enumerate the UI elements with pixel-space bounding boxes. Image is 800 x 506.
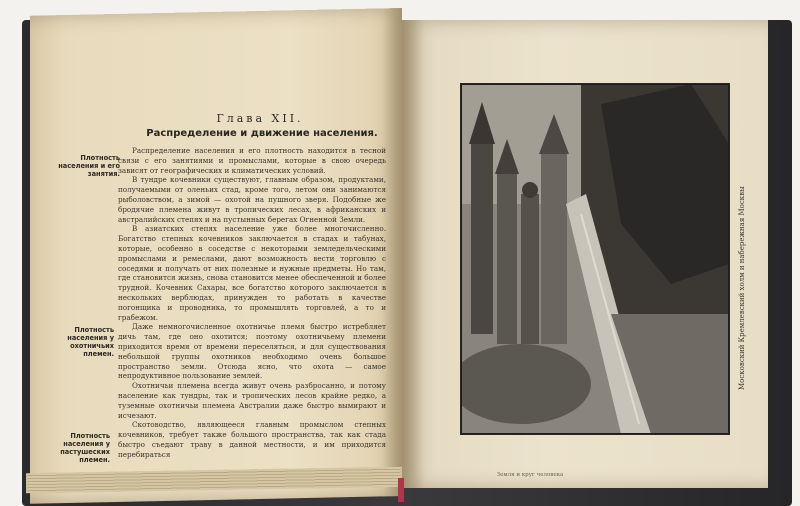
bookmark-ribbon (398, 478, 404, 502)
plate-bottom-caption: Земля и круг человека (496, 472, 564, 478)
body-text (118, 146, 386, 460)
margin-note: Плотность населения и его занятия. (58, 154, 120, 178)
margin-note: Плотность населения у пастушеских племен. (60, 432, 110, 464)
paragraph: Распределение населения и его плотность находится в тесной связи с его занятиями и промыслами, которые в свою очередь зависят от географических и климатических условий. (118, 146, 386, 175)
section-heading: Распределение и движение населения. (146, 128, 378, 139)
margin-note: Плотность населения у охотничьих племен. (67, 326, 114, 358)
kremlin-photo-plate (460, 83, 730, 435)
kremlin-illustration (461, 84, 729, 434)
paragraph: Даже немногочисленное охотничье племя быстро истребляет дичь там, где оно охотится; поэтому охотничьему племени приходится время от времени переселяться, и для существования небольшой группы охотников необходимо очень большое пространство земли. Отсюда ясно, что охота — самое непродуктивное пользование землей. (118, 322, 386, 381)
paragraph: В тундре кочевники существуют, главным образом, продуктами, получаемыми от оленьих стад, кроме того, летом они занимаются рыболовством, а зимой — охотой на пушного зверя. Подобные же бродячие племена живут в тропических лесах, в африканских и австралийских степях и на пустынных берегах Огненной Земли. (118, 175, 386, 224)
plate-vertical-caption: Московский Кремлевский холм и набережная Москвы (738, 186, 746, 390)
paragraph: В азиатских степях население уже более многочисленно. Богатство степных кочевников заключается в стадах и табунах, которые, особенно в соседстве с некоторыми земледельческими промыслами и ремеслами, дают возможность вести торговлю с соседями и получать от них полезные и нужные предметы. Но там, где становится жизнь, снова становится менее обеспеченной и более трудной. Кочевник Сахары, все богатство которого заключается в нескольких верблюдах, принужден то работать в качестве погонщика и проводника, то промышлять торговлей, а то и грабежом. (118, 224, 386, 322)
chapter-title: Глава XII. (216, 112, 304, 125)
paragraph: Скотоводство, являющееся главным промыслом степных кочевников, требует также большого пространства, так как стада быстро съедают траву в данной местности, и им приходится перебираться (118, 420, 386, 459)
paragraph: Охотничьи племена всегда живут очень разбросанно, и потому население как тундры, так и тропических лесов крайне редко, а туземные охотничьи племена Австралии даже быстро вымирают и исчезают. (118, 381, 386, 420)
